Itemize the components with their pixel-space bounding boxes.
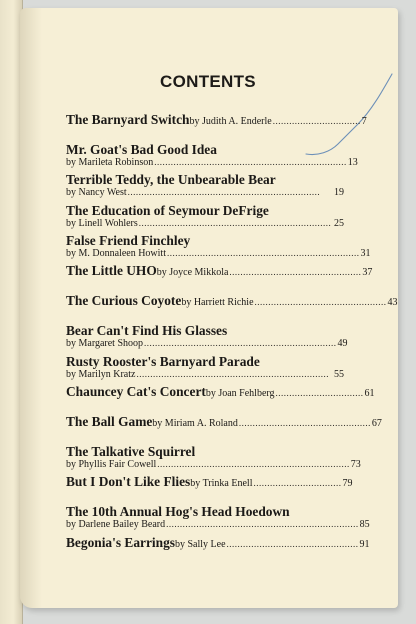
dot-leader: ................................ bbox=[253, 478, 342, 489]
toc-entry[interactable] bbox=[66, 354, 344, 384]
story-title: The Education of Seymour DeFrige bbox=[66, 202, 269, 218]
story-title: But I Don't Like Flies bbox=[66, 474, 191, 490]
toc-entry[interactable] bbox=[66, 142, 358, 172]
page-number: 13 bbox=[347, 157, 358, 169]
dot-leader: ...................................................................... bbox=[136, 368, 329, 379]
toc-entry[interactable] bbox=[66, 383, 375, 414]
story-author: by Joyce Mikkola bbox=[156, 266, 229, 278]
story-title: Mr. Goat's Bad Good Idea bbox=[66, 142, 217, 158]
toc-entry[interactable] bbox=[66, 293, 398, 323]
page-number: 91 bbox=[359, 538, 370, 550]
story-title: Bear Can't Find His Glasses bbox=[66, 323, 228, 339]
dot-leader: ...................................................................... bbox=[167, 247, 360, 258]
page-number: 7 bbox=[361, 116, 367, 127]
page-number: 67 bbox=[371, 417, 382, 429]
story-title: The 10th Annual Hog's Head Hoedown bbox=[66, 504, 290, 520]
toc-entry[interactable] bbox=[66, 262, 373, 293]
story-title: Begonia's Earrings bbox=[66, 534, 175, 550]
toc-entry[interactable] bbox=[66, 203, 344, 233]
story-author: by Harriett Richie bbox=[181, 297, 254, 309]
dot-leader: ................................ bbox=[275, 387, 364, 398]
story-author: by Nancy West bbox=[66, 187, 127, 199]
story-title: False Friend Finchley bbox=[66, 232, 191, 248]
story-title: Chauncey Cat's Concert bbox=[66, 383, 206, 399]
dot-leader: ...................................................................... bbox=[157, 459, 350, 470]
story-author: by Sally Lee bbox=[175, 538, 226, 550]
dot-leader: ................................................ bbox=[238, 417, 371, 428]
dot-leader: ...................................................................... bbox=[144, 338, 337, 349]
toc-entry[interactable] bbox=[66, 504, 370, 534]
toc-entry[interactable] bbox=[66, 112, 367, 142]
story-title: The Barnyard Switch bbox=[66, 112, 190, 127]
dot-leader: ...................................................................... bbox=[138, 217, 332, 228]
contents-heading: CONTENTS bbox=[160, 72, 256, 91]
page-number: 43 bbox=[387, 297, 398, 309]
story-title: The Little UHO bbox=[66, 262, 157, 278]
page-number: 25 bbox=[334, 217, 344, 229]
toc-entry[interactable] bbox=[66, 172, 344, 202]
toc-entry[interactable] bbox=[66, 323, 348, 353]
dot-leader: ................................................ bbox=[226, 538, 359, 549]
page-number: 55 bbox=[334, 368, 344, 380]
story-author: by Marileta Robinson bbox=[66, 157, 154, 169]
dot-leader: ................................................ bbox=[229, 266, 362, 277]
story-author: by M. Donnaleen Howitt bbox=[66, 247, 166, 259]
story-author: by Margaret Shoop bbox=[66, 338, 144, 350]
toc-entry[interactable] bbox=[66, 534, 370, 565]
page-gutter-shadow bbox=[20, 8, 42, 608]
page-number: 73 bbox=[350, 459, 361, 471]
toc-entry[interactable] bbox=[66, 444, 361, 474]
toc-entry[interactable] bbox=[66, 232, 371, 263]
dot-leader: ...................................................................... bbox=[127, 187, 321, 198]
story-author: by Joan Fehlberg bbox=[205, 387, 275, 399]
story-author: by Darlene Bailey Beard bbox=[66, 519, 166, 531]
story-title: The Ball Game bbox=[66, 413, 153, 429]
story-title: Terrible Teddy, the Unbearable Bear bbox=[66, 172, 276, 188]
page-number: 85 bbox=[359, 519, 370, 531]
toc-entry[interactable] bbox=[66, 474, 353, 504]
story-author: by Trinka Enell bbox=[190, 478, 253, 490]
story-author: by Miriam A. Roland bbox=[152, 417, 238, 429]
page-number: 19 bbox=[334, 187, 344, 199]
story-title: Rusty Rooster's Barnyard Parade bbox=[66, 353, 260, 369]
dot-leader: ...................................................................... bbox=[166, 519, 359, 530]
story-author: by Linell Wohlers bbox=[66, 217, 138, 229]
page-number: 31 bbox=[360, 247, 371, 259]
page-number: 37 bbox=[362, 266, 373, 278]
dot-leader: ...................................................................... bbox=[154, 157, 347, 168]
story-author: by Marilyn Kratz bbox=[66, 368, 136, 380]
dot-leader: ................................ bbox=[272, 116, 361, 126]
story-author: by Phyllis Fair Cowell bbox=[66, 459, 157, 471]
table-of-contents bbox=[66, 112, 398, 565]
toc-entry[interactable] bbox=[66, 413, 382, 444]
page-number: 49 bbox=[337, 338, 348, 350]
story-title: The Talkative Squirrel bbox=[66, 444, 196, 460]
dot-leader: ................................................ bbox=[254, 297, 387, 308]
page-number: 79 bbox=[342, 478, 353, 490]
story-author: by Judith A. Enderle bbox=[189, 116, 272, 127]
story-title: The Curious Coyote bbox=[66, 293, 182, 309]
page-number: 61 bbox=[364, 387, 375, 399]
